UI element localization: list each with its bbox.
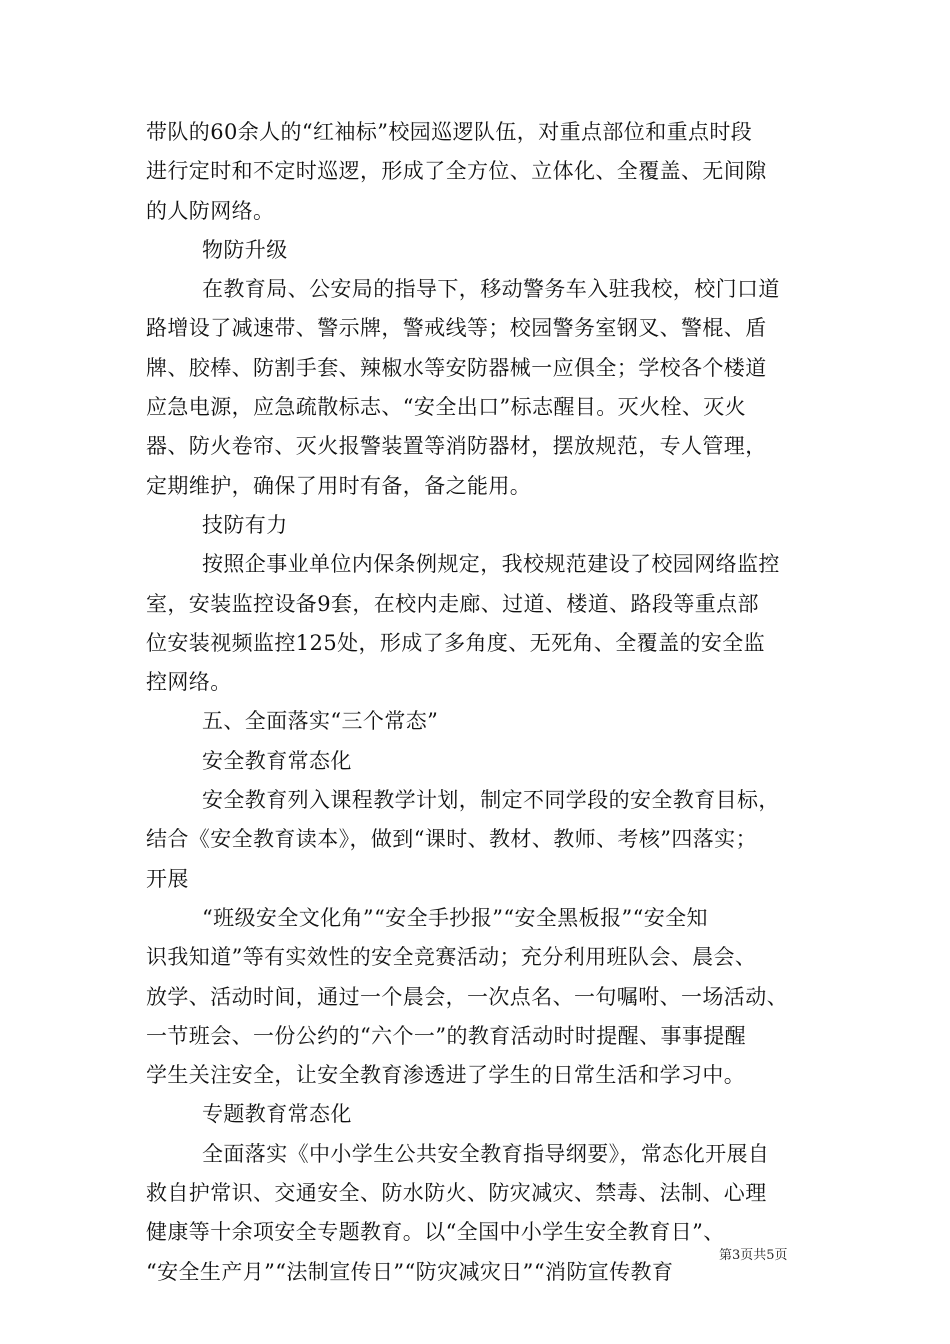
text-line: 开展 <box>146 866 189 891</box>
text-line: 识我知道”等有实效性的安全竞赛活动；充分利用班队会、晨会、 <box>146 945 757 970</box>
text-line: 健康等十余项安全专题教育。以“全国中小学生安全教育日”、 <box>146 1220 725 1245</box>
text-line: 牌、胶棒、防割手套、辣椒水等安防器械一应俱全；学校各个楼道 <box>146 355 767 380</box>
text-line: “安全生产月”“法制宣传日”“防灾减灾日”“消防宣传教育 <box>146 1259 674 1284</box>
text-line: 定期维护，确保了用时有备，备之能用。 <box>146 473 532 498</box>
text-line: 专题教育常态化 <box>202 1102 352 1127</box>
text-line: 放学、活动时间，通过一个晨会，一次点名、一句嘱咐、一场活动、 <box>146 984 788 1009</box>
text-line: 结合《安全教育读本》，做到“课时、教材、教师、考核”四落实； <box>146 827 757 852</box>
text-line: 救自护常识、交通安全、防水防火、防灾减灾、禁毒、法制、心理 <box>146 1181 767 1206</box>
text-line: 位安装视频监控125处，形成了多角度、无死角、全覆盖的安全监 <box>146 630 766 655</box>
text-line: 按照企事业单位内保条例规定，我校规范建设了校园网络监控 <box>202 552 780 577</box>
text-line: 学生关注安全，让安全教育渗透进了学生的日常生活和学习中。 <box>146 1063 746 1088</box>
text-line: 器、防火卷帘、灭火报警装置等消防器材，摆放规范，专人管理， <box>146 434 767 459</box>
text-line: 带队的60余人的“红袖标”校园巡逻队伍，对重点部位和重点时段 <box>146 120 753 144</box>
text-line: 的人防网络。 <box>146 198 275 223</box>
text-line: 技防有力 <box>202 512 288 537</box>
text-line: 安全教育常态化 <box>202 748 352 773</box>
text-line: 全面落实《中小学生公共安全教育指导纲要》，常态化开展自 <box>202 1141 770 1166</box>
text-line: 路增设了减速带、警示牌，警戒线等；校园警务室钢叉、警棍、盾 <box>146 316 767 341</box>
page-number: 第3页共5页 <box>719 1248 788 1263</box>
text-line: 控网络。 <box>146 670 232 695</box>
text-line: 进行定时和不定时巡逻，形成了全方位、立体化、全覆盖、无间隙 <box>146 159 767 184</box>
text-line: 应急电源，应急疏散标志、“安全出口”标志醒目。灭火栓、灭火 <box>146 395 747 420</box>
document-body <box>146 113 808 1292</box>
text-line: “班级安全文化角”“安全手抄报”“安全黑板报”“安全知 <box>202 905 708 930</box>
text-line: 室，安装监控设备9套，在校内走廊、过道、楼道、路段等重点部 <box>146 591 759 616</box>
text-line: 在教育局、公安局的指导下，移动警务车入驻我校，校门口道 <box>202 277 780 302</box>
text-line: 安全教育列入课程教学计划，制定不同学段的安全教育目标， <box>202 788 780 813</box>
text-line: 一节班会、一份公约的“六个一”的教育活动时时提醒、事事提醒 <box>146 1023 747 1048</box>
text-line: 物防升级 <box>202 237 288 262</box>
text-line: 五、全面落实“三个常态” <box>202 709 439 734</box>
